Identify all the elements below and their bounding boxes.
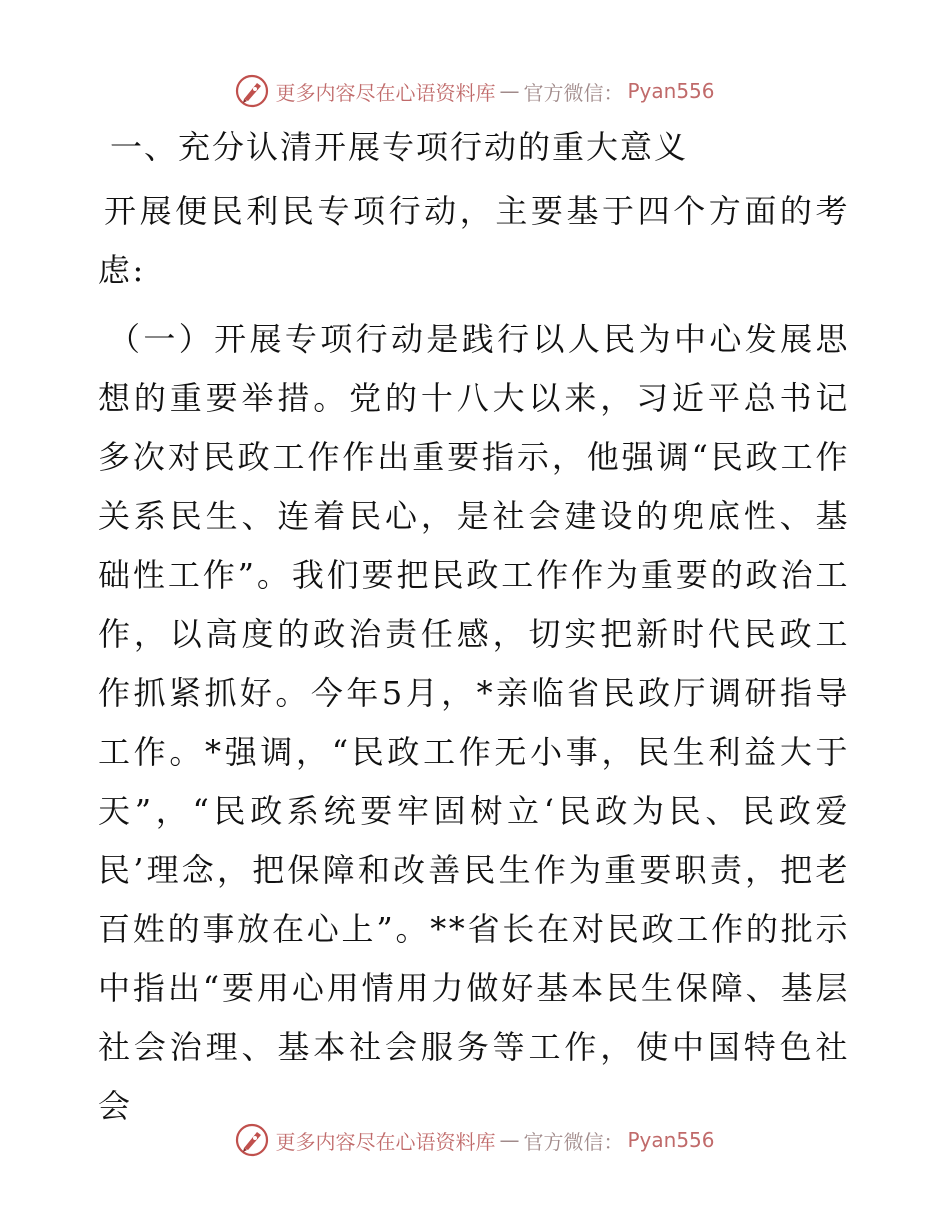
watermark-text: 更多内容尽在心语资料库 [275,80,496,105]
watermark-footer [0,1120,950,1160]
section-heading: 一、充分认清开展专项行动的重大意义 [110,128,689,166]
watermark-header [0,71,950,111]
watermark-contact-label: 官方微信： [523,80,624,105]
intro-paragraph: 开展便民利民专项行动，主要基于四个方面的考虑: [98,192,850,289]
watermark-text: 更多内容尽在心语资料库 [275,1129,496,1154]
pen-logo-icon [235,1123,269,1157]
watermark-wechat-id: Pyan556 [627,79,715,103]
document-body [98,118,850,1136]
pen-logo-icon [235,74,269,108]
watermark-separator: — [499,1128,520,1152]
watermark-wechat-id: Pyan556 [627,1128,715,1152]
watermark-separator: — [499,79,520,103]
body-paragraph-1: （一）开展专项行动是践行以人民为中心发展思想的重要举措。党的十八大以来，习近平总书记多次对民政工作作出重要指示，他强调“民政工作关系民生、连着民心，是社会建设的兜底性、基础性工作”。我们要把民政工作作为重要的政治工作，以高度的政治责任感，切实把新时代民政工作抓紧抓好。今年5月，*亲临省民政厅调研指导工作。*强调，“民政工作无小事，民生利益大于天”，“民政系统要牢固树立‘民政为民、民政爱民’理念，把保障和改善民生作为重要职责，把老百姓的事放在心上”。**省长在对民政工作的批示中指出“要用心用情用力做好基本民生保障、基层社会治理、基本社会服务等工作，使中国特色社会 [98,320,850,1125]
watermark-contact-label: 官方微信： [523,1129,624,1154]
